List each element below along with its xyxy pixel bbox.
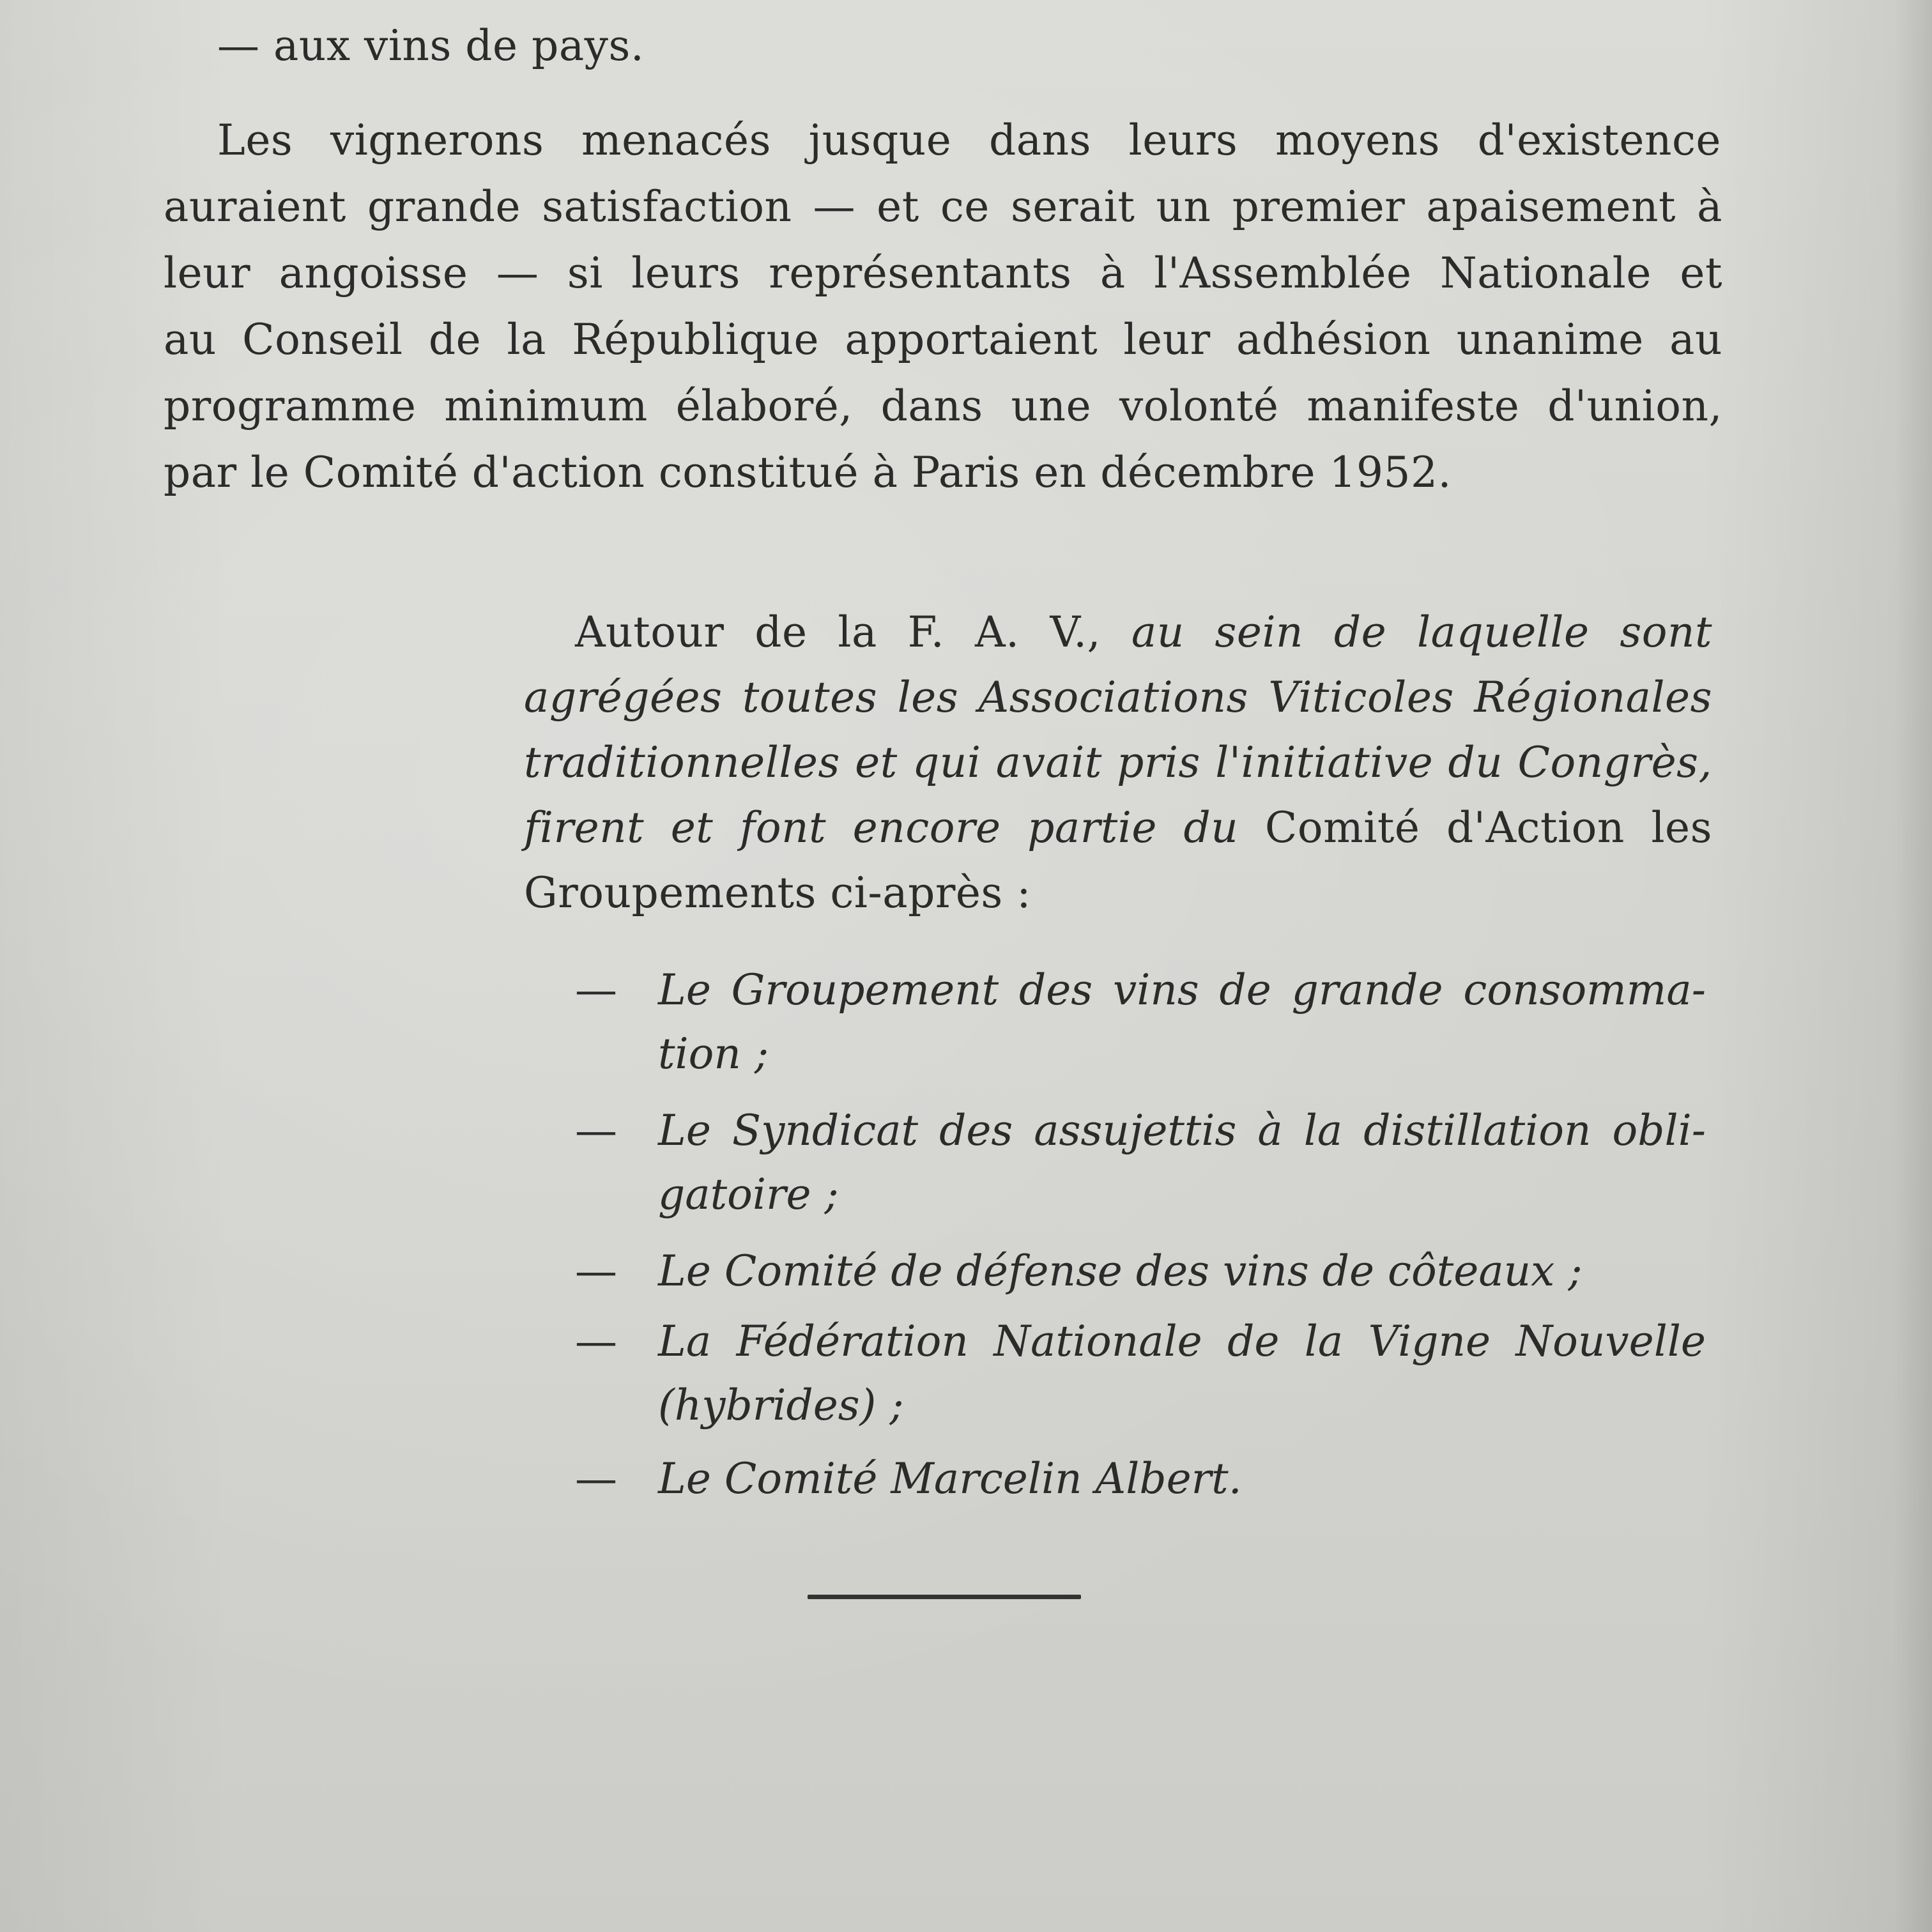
list-item-continuation: gatoire ; xyxy=(658,1170,839,1219)
paragraph1-line: auraient grande satisfaction — et ce serait un premier apaisement à xyxy=(164,182,1722,231)
paragraph2-line: traditionnelles et qui avait pris l'initiative du Congrès, xyxy=(524,738,1712,787)
section-divider-rule xyxy=(808,1595,1081,1599)
paragraph1-line: au Conseil de la République apportaient leur adhésion unanime au xyxy=(164,315,1722,364)
paragraph2-roman-text: Autour de la F. A. V., xyxy=(575,608,1131,657)
list-item-continuation: (hybrides) ; xyxy=(658,1381,904,1430)
paragraph1-line: leur angoisse — si leurs représentants à l'Assemblée Nationale et xyxy=(164,249,1722,298)
intro-line: — aux vins de pays. xyxy=(217,21,645,70)
list-dash: — xyxy=(575,1106,617,1155)
paragraph1-line: Les vignerons menacés jusque dans leurs moyens d'existence xyxy=(217,116,1721,165)
paragraph1-line: programme minimum élaboré, dans une volonté manifeste d'union, xyxy=(164,381,1722,431)
list-item: Le Syndicat des assujettis à la distillation obli- xyxy=(658,1106,1706,1155)
list-item: La Fédération Nationale de la Vigne Nouvelle xyxy=(658,1317,1706,1366)
page-edge-shadow xyxy=(1894,0,1932,1932)
paragraph1-line: par le Comité d'action constitué à Paris en décembre 1952. xyxy=(164,448,1452,497)
list-dash: — xyxy=(575,1317,617,1366)
paragraph2-line xyxy=(575,607,1712,658)
list-item: Le Comité Marcelin Albert. xyxy=(658,1454,1242,1503)
paragraph2-line: Groupements ci-après : xyxy=(524,868,1032,917)
paragraph2-italic-text: au sein de laquelle sont xyxy=(1131,608,1712,657)
list-dash: — xyxy=(575,1454,617,1503)
list-dash: — xyxy=(575,1246,617,1296)
list-item: Le Groupement des vins de grande consomma- xyxy=(658,965,1706,1015)
paragraph2-roman-text: Comité d'Action les xyxy=(1264,803,1712,852)
list-item: Le Comité de défense des vins de côteaux ; xyxy=(658,1246,1583,1296)
list-dash: — xyxy=(575,965,617,1015)
paragraph2-line xyxy=(524,802,1712,854)
paragraph2-italic-text: firent et font encore partie du xyxy=(524,803,1265,852)
paragraph2-line: agrégées toutes les Associations Viticoles Régionales xyxy=(524,673,1712,722)
list-item-continuation: tion ; xyxy=(658,1029,769,1078)
